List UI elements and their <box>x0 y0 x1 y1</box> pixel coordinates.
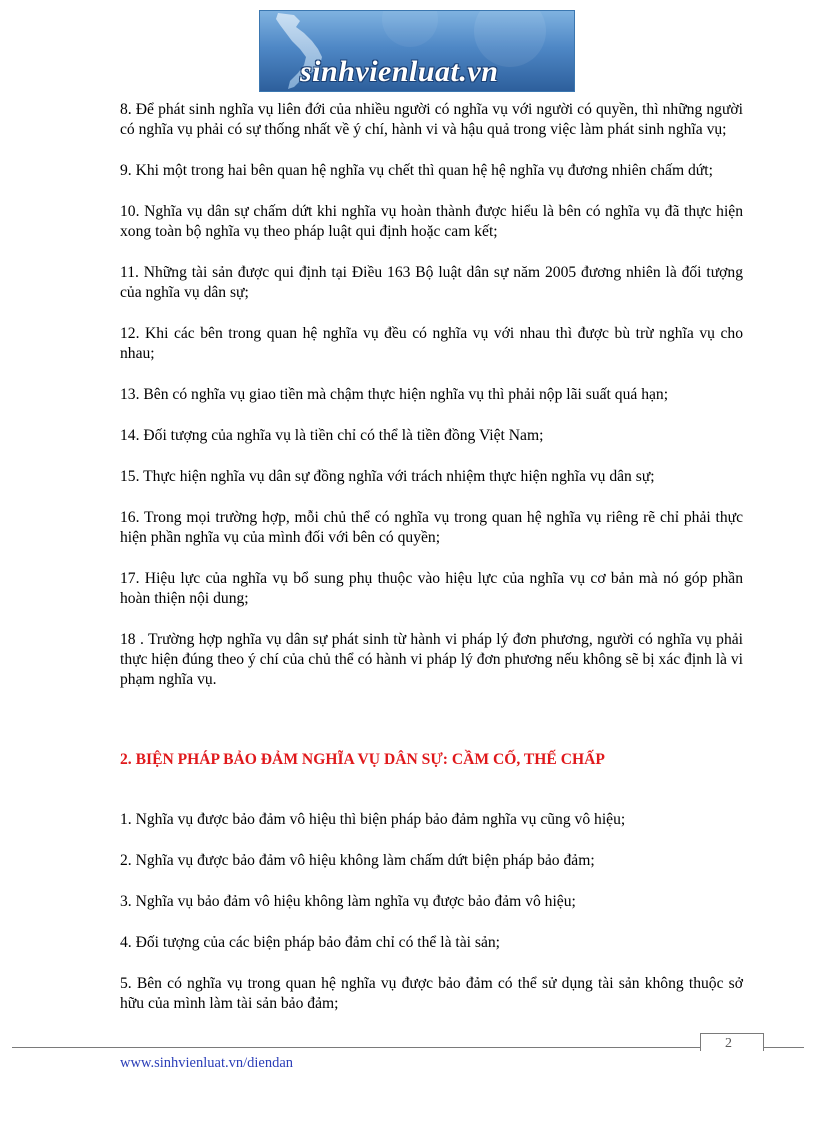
paragraph-15: 15. Thực hiện nghĩa vụ dân sự đồng nghĩa với trách nhiệm thực hiện nghĩa vụ dân sự; <box>120 468 655 485</box>
guarantee-item-4: 4. Đối tượng của các biện pháp bảo đảm chỉ có thể là tài sản; <box>120 934 500 951</box>
footer-forum-link[interactable]: www.sinhvienluat.vn/diendan <box>120 1055 294 1071</box>
section-title: 2. BIỆN PHÁP BẢO ĐẢM NGHĨA VỤ DÂN SỰ: CẦM CỐ, THẾ CHẤP <box>120 751 605 768</box>
paragraph-16: 16. Trong mọi trường hợp, mỗi chủ thể có nghĩa vụ trong quan hệ nghĩa vụ riêng rẽ chỉ phải thực hiện phần nghĩa vụ của mình đối với bên có quyền; <box>120 509 743 546</box>
paragraph-9: 9. Khi một trong hai bên quan hệ nghĩa vụ chết thì quan hệ hệ nghĩa vụ đương nhiên chấm dứt; <box>120 162 713 179</box>
paragraph-10: 10. Nghĩa vụ dân sự chấm dứt khi nghĩa vụ hoàn thành được hiểu là bên có nghĩa vụ đã thực hiện xong toàn bộ nghĩa vụ theo pháp luật qui định hoặc cam kết; <box>120 203 743 240</box>
paragraph-12: 12. Khi các bên trong quan hệ nghĩa vụ đều có nghĩa vụ với nhau thì được bù trừ nghĩa vụ cho nhau; <box>120 325 743 362</box>
guarantee-item-2: 2. Nghĩa vụ được bảo đảm vô hiệu không làm chấm dứt biện pháp bảo đảm; <box>120 852 595 869</box>
paragraph-13: 13. Bên có nghĩa vụ giao tiền mà chậm thực hiện nghĩa vụ thì phải nộp lãi suất quá hạn; <box>120 386 669 403</box>
guarantee-item-3: 3. Nghĩa vụ bảo đảm vô hiệu không làm nghĩa vụ được bảo đảm vô hiệu; <box>120 893 576 910</box>
guarantee-item-5: 5. Bên có nghĩa vụ trong quan hệ nghĩa vụ được bảo đảm có thể sử dụng tài sản không thuộc sở hữu của mình làm tài sản bảo đảm; <box>120 975 743 1012</box>
page-number: 2 <box>725 1036 732 1051</box>
site-logo[interactable] <box>259 10 575 92</box>
logo-text: sinhvienluat.vn <box>300 55 499 88</box>
document-body <box>120 100 743 1014</box>
guarantee-item-1: 1. Nghĩa vụ được bảo đảm vô hiệu thì biện pháp bảo đảm nghĩa vụ cũng vô hiệu; <box>120 811 626 828</box>
paragraph-8: 8. Để phát sinh nghĩa vụ liên đới của nhiều người có nghĩa vụ với người có quyền, thì những người có nghĩa vụ phải có sự thống nhất về ý chí, hành vi và hậu quả trong việc làm phát sinh nghĩa vụ; <box>120 101 743 138</box>
footer-divider-right <box>764 1047 804 1048</box>
paragraph-11: 11. Những tài sản được qui định tại Điều 163 Bộ luật dân sự năm 2005 đương nhiên là đối tượng của nghĩa vụ dân sự; <box>120 264 743 301</box>
paragraph-17: 17. Hiệu lực của nghĩa vụ bổ sung phụ thuộc vào hiệu lực của nghĩa vụ cơ bản mà nó góp phần hoàn thiện nội dung; <box>120 570 743 607</box>
paragraph-14: 14. Đối tượng của nghĩa vụ là tiền chỉ có thể là tiền đồng Việt Nam; <box>120 427 544 444</box>
footer-divider-left <box>12 1047 700 1048</box>
paragraph-18: 18 . Trường hợp nghĩa vụ dân sự phát sinh từ hành vi pháp lý đơn phương, người có nghĩa vụ phải thực hiện đúng theo ý chí của chủ thể có hành vi pháp lý đơn phương nếu không sẽ bị xác định là vi phạm nghĩa vụ. <box>120 631 743 688</box>
